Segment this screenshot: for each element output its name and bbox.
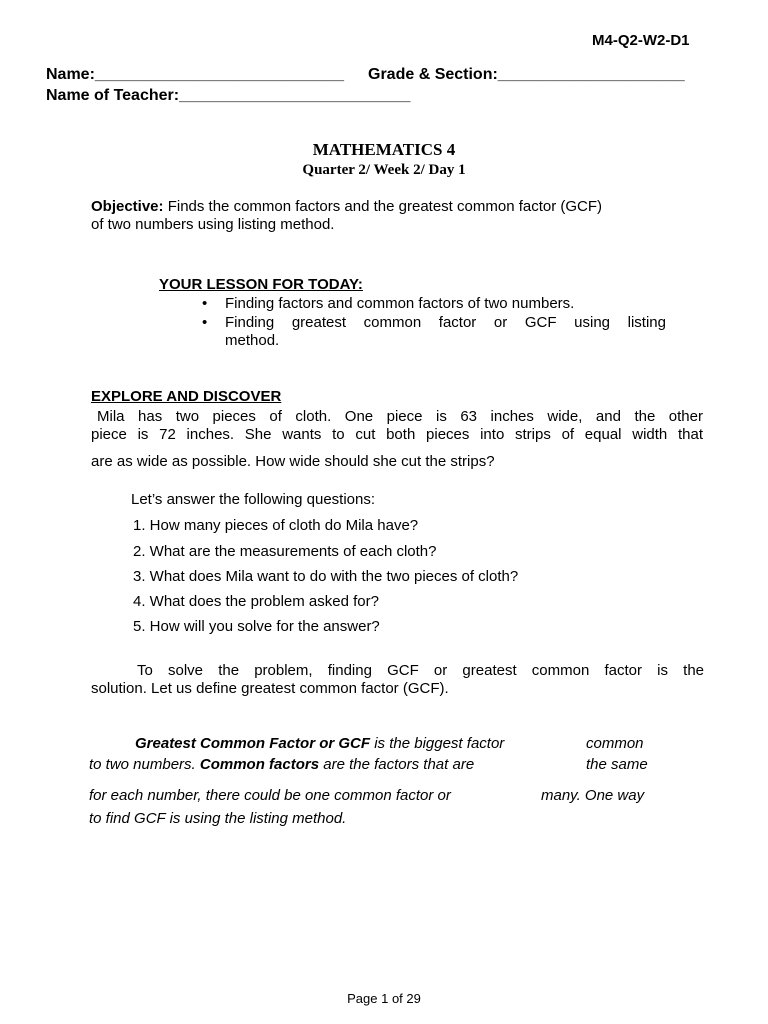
solve-line-1: To solve the problem, finding GCF or greatest common factor is the [137,662,704,679]
lesson-bullet-1: Finding factors and common factors of two numbers. [225,295,575,312]
gcf-term: Greatest Common Factor or GCF [135,735,371,752]
definition-line-3: for each number, there could be one common factor or [89,787,451,804]
period-subtitle: Quarter 2/ Week 2/ Day 1 [302,162,466,178]
subject-title: MATHEMATICS 4 [312,140,456,159]
common-factors-term: Common factors [199,756,320,773]
lesson-heading: YOUR LESSON FOR TODAY: [159,276,363,293]
definition-line-1 [135,735,504,752]
questions-intro: Let’s answer the following questions: [131,491,376,508]
document-code: M4-Q2-W2-D1 [592,32,690,49]
lesson-bullet-2-line-2: method. [225,332,280,349]
question-item: 2. What are the measurements of each cloth? [133,543,437,560]
definition-line-4: to find GCF is using the listing method. [89,810,347,827]
lesson-bullet-2-line-1: Finding greatest common factor or GCF using listing [225,314,666,331]
objective-text: Finds the common factors and the greatest common factor (GCF) [167,198,603,215]
page-number: Page 1 of 29 [347,991,421,1006]
name-field-label: Name:____________________________ [46,66,345,83]
solve-line-2: solution. Let us define greatest common factor (GCF). [91,680,449,697]
definition-text-2: to two numbers. [89,756,200,773]
definition-word-many: many. One way [541,787,645,804]
question-item: 3. What does Mila want to do with the two pieces of cloth? [133,568,519,585]
explore-line-3: are as wide as possible. How wide should she cut the strips? [91,453,495,470]
teacher-field-label: Name of Teacher:__________________________ [46,87,411,104]
explore-line-2: piece is 72 inches. She wants to cut both pieces into strips of equal width that [91,426,703,443]
objective-label: Objective: [91,198,164,215]
explore-line-1: Mila has two pieces of cloth. One piece is 63 inches wide, and the other [97,408,703,425]
objective-line-1 [91,198,602,215]
explore-heading: EXPLORE AND DISCOVER [91,388,282,405]
definition-text-1: is the biggest factor [370,735,505,752]
question-item: 1. How many pieces of cloth do Mila have? [133,517,419,534]
bullet-icon: • [202,295,208,312]
objective-line-2: of two numbers using listing method. [91,216,335,233]
question-item: 5. How will you solve for the answer? [133,618,380,635]
definition-text-3: are the factors that are [319,756,475,773]
question-item: 4. What does the problem asked for? [133,593,379,610]
definition-line-2 [89,756,474,773]
bullet-icon: • [202,314,208,331]
grade-section-field-label: Grade & Section:_____________________ [368,66,685,83]
definition-word-same: the same [586,756,648,773]
definition-word-common: common [586,735,644,752]
